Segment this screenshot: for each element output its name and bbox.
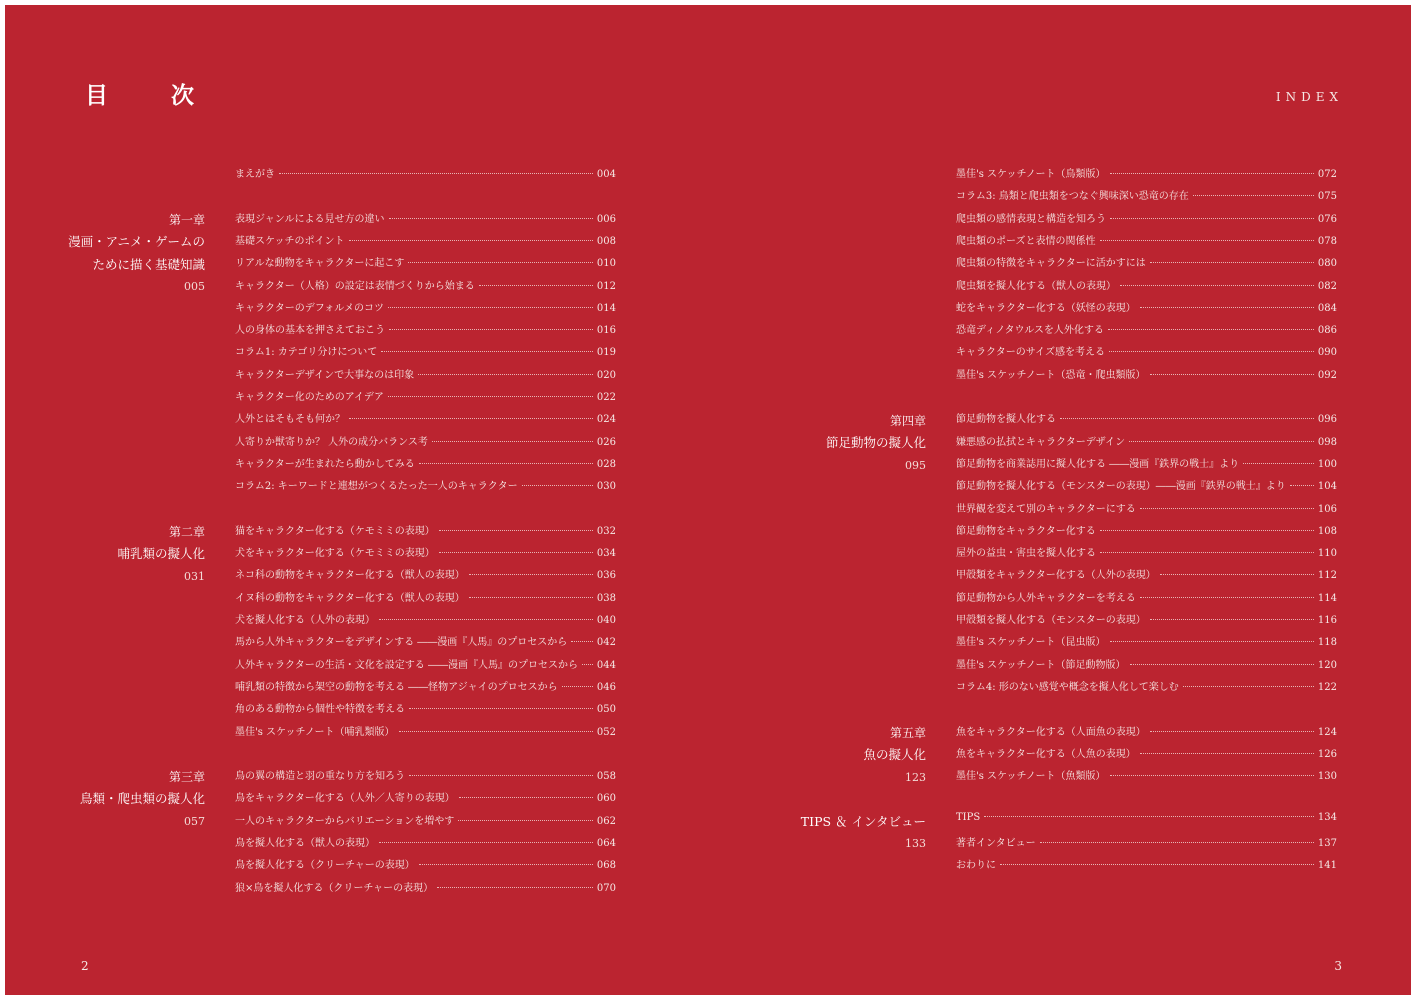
toc-entry-title: キャラクター化のためのアイデア: [235, 392, 384, 403]
toc-entry: [956, 633, 1337, 653]
toc-entry-title: キャラクターデザインで大事なのは印象: [235, 369, 415, 381]
toc-leader-dots: [1183, 686, 1314, 687]
toc-entry: [235, 299, 616, 319]
toc-entry-title: キャラクターのサイズ感を考える: [956, 347, 1105, 359]
toc-entry-page: 072: [1317, 169, 1337, 180]
toc-entry-page: 082: [1317, 280, 1337, 292]
toc-entry-title: 節足動物を擬人化する（モンスターの表現）――漫画『鉄界の戦士』より: [956, 481, 1286, 493]
toc-entry: [956, 455, 1337, 475]
toc-entry: [956, 299, 1337, 319]
toc-entry: [956, 210, 1337, 230]
toc-entry: [235, 812, 616, 832]
toc-entry-page: 104: [1317, 481, 1337, 493]
toc-entry-title: 墨佳's スケッチノート（恐竜・爬虫類版）: [956, 369, 1146, 381]
toc-entry-title: 墨佳's スケッチノート（哺乳類版）: [235, 726, 395, 738]
toc-entry-page: 070: [596, 882, 616, 894]
toc-entry-page: 100: [1317, 458, 1337, 470]
toc-entry-title: 人外とはそもそも何か？: [235, 414, 345, 426]
toc-entry-title: 鳥をキャラクター化する（人外／人寄りの表現）: [235, 793, 455, 805]
toc-entry: [956, 410, 1337, 430]
chapter-title: 鳥類・爬虫類の擬人化: [79, 791, 205, 807]
toc-leader-dots: [1109, 351, 1314, 352]
index-label: INDEX: [1275, 90, 1343, 104]
toc-entry: [235, 366, 616, 386]
toc-entry: [956, 834, 1337, 854]
chapter-label: 第三章: [168, 770, 205, 784]
toc-entry-page: 026: [596, 436, 616, 448]
toc-entry: [956, 767, 1337, 787]
toc-leader-dots: [459, 797, 593, 798]
toc-entry-page: 040: [596, 615, 616, 626]
toc-entry-page: 022: [596, 392, 616, 403]
toc-entry-page: 058: [596, 771, 616, 783]
toc-entry-title: 人外キャラクターの生活・文化を設定する ――漫画『人馬』のプロセスから: [235, 659, 578, 671]
toc-entry: [956, 812, 1337, 832]
toc-entry: [956, 611, 1337, 631]
toc-entry-page: 012: [596, 280, 616, 292]
toc-entry-title: 鳥を擬人化する（クリーチャーの表現）: [235, 860, 415, 872]
toc-entry-page: 130: [1317, 771, 1337, 783]
chapter-heading: [0, 209, 205, 298]
toc-entry: [235, 767, 616, 787]
toc-entry: [235, 343, 616, 363]
toc-entry-page: 060: [596, 793, 616, 805]
toc-entry: [956, 745, 1337, 765]
toc-leader-dots: [1140, 307, 1314, 308]
toc-entry-title: コラム2: キーワードと連想がつくるたった一人のキャラクター: [235, 481, 518, 493]
toc-entry-title: キャラクター（人格）の設定は表情づくりから始まる: [235, 280, 475, 292]
toc-entry-page: 112: [1317, 570, 1337, 582]
toc-entry-page: 052: [596, 726, 616, 738]
toc-leader-dots: [418, 374, 593, 375]
toc-leader-dots: [388, 307, 593, 308]
toc-leader-dots: [1100, 552, 1314, 553]
toc-leader-dots: [1140, 753, 1314, 754]
toc-leader-dots: [399, 731, 593, 732]
toc-entry-title: 表現ジャンルによる見せ方の違い: [235, 213, 385, 225]
toc-entry: [956, 433, 1337, 453]
toc-leader-dots: [1110, 641, 1314, 642]
chapter-title: 哺乳類の擬人化: [117, 546, 205, 562]
toc-entry-page: 106: [1317, 503, 1337, 515]
toc-entry-title: 墨佳's スケッチノート（節足動物版）: [956, 659, 1126, 671]
chapter-heading: [0, 521, 205, 588]
toc-entry-title: 甲殻類を擬人化する（モンスターの表現）: [956, 615, 1146, 626]
toc-entry: [235, 477, 616, 497]
toc-entry-title: 墨佳's スケッチノート（魚類版）: [956, 771, 1106, 783]
toc-entry-page: 098: [1317, 436, 1337, 448]
toc-entry: [235, 544, 616, 564]
toc-entry: [235, 232, 616, 252]
toc-leader-dots: [389, 329, 593, 330]
toc-entry: [235, 321, 616, 341]
chapter-title: ために描く基礎知識: [92, 256, 205, 272]
toc-leader-dots: [1150, 619, 1314, 620]
chapter-page: 005: [184, 279, 205, 293]
toc-leader-dots: [349, 240, 593, 241]
toc-entry: [235, 566, 616, 586]
toc-entry-title: 魚をキャラクター化する（人魚の表現）: [956, 748, 1136, 760]
toc-entry: [235, 611, 616, 631]
chapter-label: 第四章: [889, 414, 926, 428]
toc-entry: [235, 455, 616, 475]
page-number-left: 2: [81, 959, 89, 973]
toc-entry: [956, 277, 1337, 297]
chapter-heading: [706, 811, 926, 856]
toc-leader-dots: [1129, 441, 1314, 442]
page-number-right: 3: [1334, 959, 1342, 973]
toc-entry-page: 084: [1317, 302, 1337, 314]
toc-leader-dots: [279, 173, 593, 174]
toc-entry-title: 節足動物から人外キャラクターを考える: [956, 592, 1136, 604]
toc-entry-title: 甲殻類をキャラクター化する（人外の表現）: [956, 570, 1156, 582]
toc-leader-dots: [458, 820, 593, 821]
toc-entry: [235, 165, 616, 185]
toc-entry-title: 恐竜ディノタウルスを人外化する: [956, 325, 1104, 337]
toc-leader-dots: [1150, 262, 1314, 263]
toc-entry-page: 028: [596, 458, 616, 470]
toc-entry: [956, 254, 1337, 274]
toc-entry: [956, 656, 1337, 676]
toc-entry-page: 044: [596, 659, 616, 671]
toc-entry-page: 010: [596, 258, 616, 270]
toc-entry: [235, 433, 616, 453]
toc-entry-page: 080: [1317, 258, 1337, 270]
chapter-heading: [706, 410, 926, 477]
toc-entry: [956, 678, 1337, 698]
toc-entry-title: 犬をキャラクター化する（ケモミミの表現）: [235, 548, 435, 560]
toc-entry: [235, 522, 616, 542]
toc-leader-dots: [1110, 775, 1314, 776]
toc-leader-dots: [432, 441, 593, 442]
toc-entry-page: 068: [596, 860, 616, 872]
chapter-page: 123: [905, 770, 926, 784]
toc-entry: [956, 477, 1337, 497]
toc-entry-page: 090: [1317, 347, 1337, 359]
chapter-page: 031: [184, 569, 205, 583]
toc-entry-page: 038: [596, 592, 616, 604]
toc-leader-dots: [439, 530, 593, 531]
toc-entry-page: 004: [596, 169, 616, 180]
toc-entry: [235, 210, 616, 230]
toc-entry-title: コラム1: カテゴリ分けについて: [235, 347, 378, 359]
toc-entry: [235, 589, 616, 609]
toc-entry-page: 014: [596, 302, 616, 314]
toc-leader-dots: [582, 664, 593, 665]
toc-entry-title: 節足動物をキャラクター化する: [956, 525, 1096, 537]
toc-entry-title: TIPS: [956, 811, 981, 823]
toc-entry-page: 110: [1317, 548, 1337, 560]
toc-entry: [235, 678, 616, 698]
toc-entry-page: 122: [1317, 681, 1337, 693]
toc-leader-dots: [1120, 285, 1314, 286]
toc-entry-title: 屋外の益虫・害虫を擬人化する: [956, 548, 1096, 560]
toc-leader-dots: [1100, 530, 1314, 531]
toc-leader-dots: [408, 262, 593, 263]
toc-entry-page: 092: [1317, 369, 1337, 381]
toc-leader-dots: [379, 619, 593, 620]
toc-entry-title: 節足動物を商業誌用に擬人化する ――漫画『鉄界の戦士』より: [956, 458, 1240, 470]
toc-entry-page: 096: [1317, 414, 1337, 426]
toc-entry: [956, 321, 1337, 341]
toc-entry-page: 116: [1317, 615, 1337, 626]
chapter-page: 057: [184, 814, 205, 828]
toc-entry-title: 人寄りか獣寄りか？ 人外の成分バランス考: [235, 436, 428, 448]
toc-entry-title: 著者インタビュー: [956, 838, 1036, 849]
chapter-page: 095: [905, 458, 926, 472]
toc-entry-page: 019: [596, 347, 616, 359]
toc-entry: [235, 656, 616, 676]
toc-entry-page: 006: [596, 213, 616, 225]
toc-entry-title: 世界観を変えて別のキャラクターにする: [956, 503, 1136, 515]
toc-leader-dots: [1150, 731, 1314, 732]
toc-entry-title: 哺乳類の特徴から架空の動物を考える ――怪物アジャイのプロセスから: [235, 681, 558, 693]
toc-entry-page: 008: [596, 235, 616, 247]
toc-spread: [5, 5, 1411, 995]
toc-entry-page: 108: [1317, 525, 1337, 537]
toc-leader-dots: [419, 864, 593, 865]
toc-leader-dots: [984, 816, 1314, 817]
chapter-label: TIPS ＆ インタビュー: [800, 814, 926, 829]
toc-entry: [235, 834, 616, 854]
toc-entry-title: イヌ科の動物をキャラクター化する（獣人の表現）: [235, 592, 465, 604]
toc-entry-page: 124: [1317, 726, 1337, 738]
toc-entry-title: キャラクターが生まれたら動かしてみる: [235, 458, 415, 470]
toc-entry: [235, 856, 616, 876]
toc-entry-page: 114: [1317, 592, 1337, 604]
toc-entry-page: 062: [596, 815, 616, 827]
chapter-label: 第一章: [168, 213, 205, 227]
toc-entry-page: 050: [596, 704, 616, 716]
toc-leader-dots: [1140, 508, 1314, 509]
toc-entry-title: 魚をキャラクター化する（人面魚の表現）: [956, 726, 1146, 738]
toc-leader-dots: [571, 641, 593, 642]
toc-entry-page: 030: [596, 481, 616, 493]
toc-leader-dots: [1100, 240, 1314, 241]
toc-entry-page: 118: [1317, 637, 1337, 649]
toc-entry: [235, 388, 616, 408]
toc-entry-title: 基礎スケッチのポイント: [235, 235, 345, 247]
toc-leader-dots: [409, 708, 593, 709]
toc-leader-dots: [522, 485, 593, 486]
toc-entry: [956, 856, 1337, 876]
chapter-title: 漫画・アニメ・ゲームの: [68, 234, 205, 250]
toc-entry-title: 墨佳's スケッチノート（昆虫版）: [956, 637, 1106, 649]
page-title: 目 次: [85, 82, 214, 109]
toc-leader-dots: [379, 842, 593, 843]
toc-leader-dots: [469, 574, 593, 575]
toc-entry-title: 狼×鳥を擬人化する（クリーチャーの表現）: [235, 882, 434, 894]
toc-entry-page: 086: [1317, 325, 1337, 337]
toc-leader-dots: [439, 552, 593, 553]
toc-leader-dots: [562, 686, 593, 687]
toc-entry: [956, 566, 1337, 586]
toc-entry-title: 嫌悪感の払拭とキャラクターデザイン: [956, 436, 1126, 448]
toc-leader-dots: [1108, 329, 1314, 330]
toc-leader-dots: [437, 887, 593, 888]
toc-entry-title: 節足動物を擬人化する: [956, 414, 1056, 426]
toc-entry-page: 032: [596, 525, 616, 537]
toc-entry-page: 137: [1317, 838, 1337, 849]
toc-entry-page: 078: [1317, 235, 1337, 247]
toc-entry-title: 墨佳's スケッチノート（鳥類版）: [956, 169, 1106, 180]
toc-entry-title: リアルな動物をキャラクターに起こす: [235, 258, 405, 270]
toc-leader-dots: [1243, 463, 1314, 464]
toc-entry: [956, 187, 1337, 207]
toc-entry: [235, 879, 616, 899]
toc-entry: [235, 277, 616, 297]
chapter-label: 第二章: [168, 525, 205, 539]
toc-entry-title: コラム3: 鳥類と爬虫類をつなぐ興味深い恐竜の存在: [956, 191, 1189, 203]
toc-leader-dots: [1060, 418, 1314, 419]
toc-entry-title: 鳥を擬人化する（獣人の表現）: [235, 838, 375, 849]
toc-leader-dots: [1290, 485, 1314, 486]
chapter-heading: [0, 766, 205, 833]
toc-entry-title: 爬虫類のポーズと表情の関係性: [956, 235, 1096, 247]
toc-entry-title: 蛇をキャラクター化する（妖怪の表現）: [956, 302, 1136, 314]
toc-entry-page: 141: [1317, 860, 1337, 872]
toc-entry-page: 016: [596, 325, 616, 337]
toc-entry: [956, 544, 1337, 564]
toc-entry-title: 馬から人外キャラクターをデザインする ――漫画『人馬』のプロセスから: [235, 637, 568, 649]
toc-entry-title: 猫をキャラクター化する（ケモミミの表現）: [235, 525, 435, 537]
toc-leader-dots: [1110, 173, 1314, 174]
toc-leader-dots: [1193, 195, 1314, 196]
toc-entry: [956, 723, 1337, 743]
toc-leader-dots: [1110, 218, 1314, 219]
toc-leader-dots: [1160, 574, 1314, 575]
toc-entry-title: 爬虫類の感情表現と構造を知ろう: [956, 213, 1106, 225]
toc-entry-page: 075: [1317, 191, 1337, 203]
toc-entry-title: まえがき: [235, 169, 275, 180]
toc-entry-page: 126: [1317, 748, 1337, 760]
toc-leader-dots: [419, 463, 593, 464]
toc-leader-dots: [389, 218, 593, 219]
toc-entry-title: 爬虫類の特徴をキャラクターに活かすには: [956, 258, 1146, 270]
toc-entry-page: 034: [596, 548, 616, 560]
toc-entry-title: 鳥の翼の構造と羽の重なり方を知ろう: [235, 771, 405, 783]
toc-entry-title: 犬を擬人化する（人外の表現）: [235, 615, 375, 626]
toc-leader-dots: [1150, 374, 1314, 375]
toc-entry: [235, 410, 616, 430]
toc-entry-page: 046: [596, 681, 616, 693]
toc-entry-page: 036: [596, 570, 616, 582]
chapter-heading: [706, 722, 926, 789]
toc-entry-page: 024: [596, 414, 616, 426]
toc-leader-dots: [349, 418, 593, 419]
toc-entry-page: 076: [1317, 213, 1337, 225]
toc-leader-dots: [381, 351, 593, 352]
toc-entry: [235, 700, 616, 720]
toc-entry-title: 爬虫類を擬人化する（獣人の表現）: [956, 280, 1116, 292]
toc-leader-dots: [1130, 664, 1314, 665]
toc-entry-title: おわりに: [956, 860, 996, 872]
toc-entry-page: 134: [1317, 811, 1337, 823]
toc-entry: [956, 165, 1337, 185]
toc-leader-dots: [409, 775, 593, 776]
toc-entry-title: キャラクターのデフォルメのコツ: [235, 302, 384, 314]
toc-entry: [956, 366, 1337, 386]
chapter-title: 節足動物の擬人化: [825, 435, 926, 451]
toc-entry: [956, 522, 1337, 542]
chapter-label: 第五章: [889, 726, 926, 740]
toc-entry-title: コラム4: 形のない感覚や概念を擬人化して楽しむ: [956, 681, 1179, 693]
toc-entry-page: 020: [596, 369, 616, 381]
chapter-title: 魚の擬人化: [863, 747, 926, 763]
toc-leader-dots: [469, 597, 593, 598]
toc-entry-page: 120: [1317, 659, 1337, 671]
toc-leader-dots: [1000, 864, 1314, 865]
toc-entry-page: 042: [596, 637, 616, 649]
toc-entry-page: 064: [596, 838, 616, 849]
toc-entry: [956, 500, 1337, 520]
toc-leader-dots: [1040, 842, 1314, 843]
toc-leader-dots: [388, 396, 593, 397]
toc-entry-title: 一人のキャラクターからバリエーションを増やす: [235, 815, 455, 827]
toc-entry: [235, 633, 616, 653]
toc-leader-dots: [479, 285, 593, 286]
toc-entry: [956, 589, 1337, 609]
toc-leader-dots: [1140, 597, 1314, 598]
toc-entry: [235, 254, 616, 274]
toc-entry: [956, 232, 1337, 252]
toc-entry-title: 人の身体の基本を押さえておこう: [235, 325, 385, 337]
chapter-page: 133: [905, 837, 926, 851]
toc-entry-title: 角のある動物から個性や特徴を考える: [235, 704, 405, 716]
toc-entry-title: ネコ科の動物をキャラクター化する（獣人の表現）: [235, 570, 465, 582]
toc-entry: [956, 343, 1337, 363]
toc-entry: [235, 789, 616, 809]
toc-entry: [235, 723, 616, 743]
